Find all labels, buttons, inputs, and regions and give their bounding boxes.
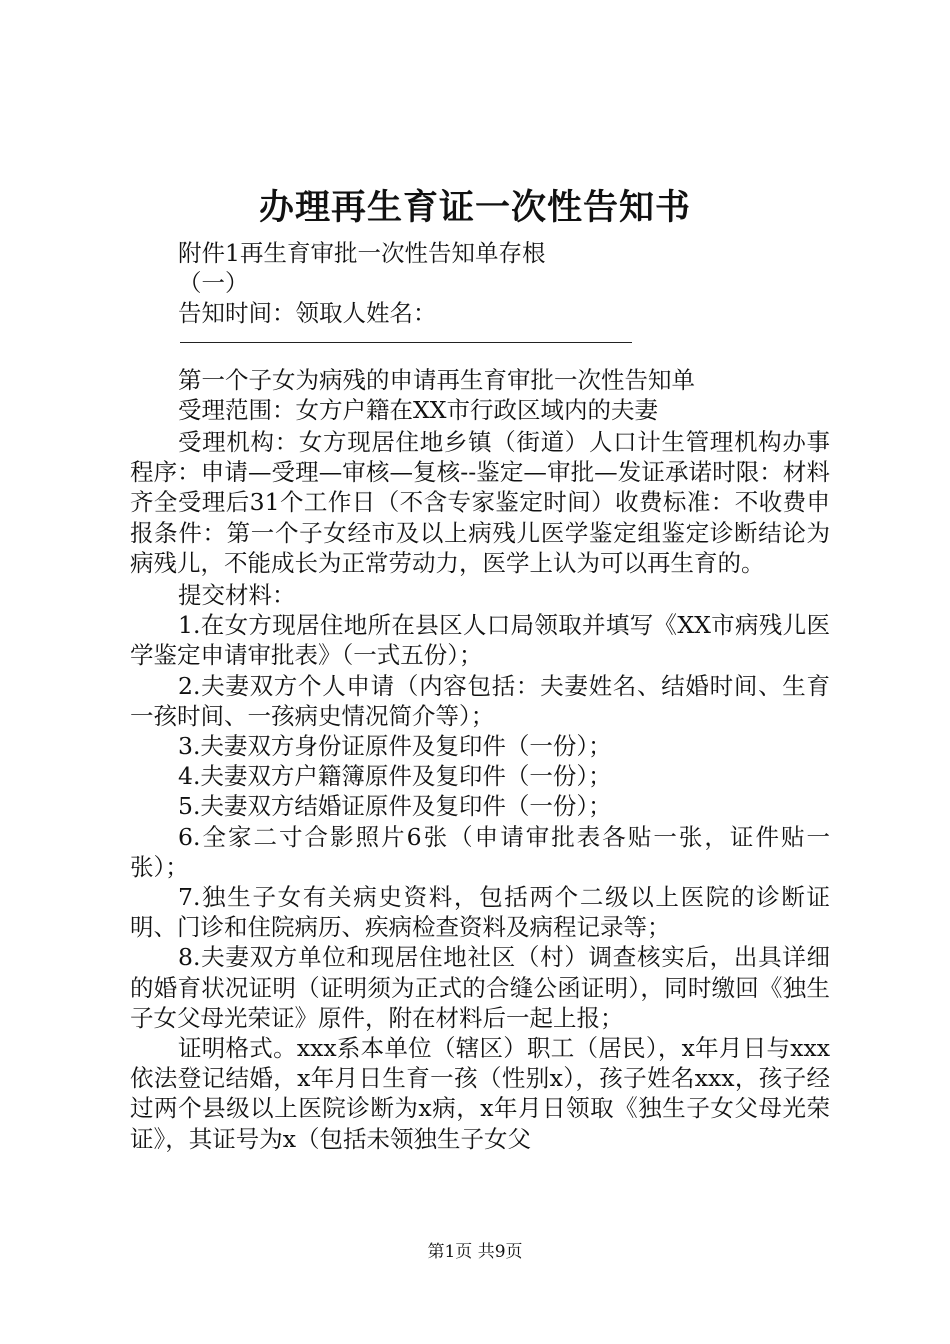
paragraph: 2.夫妻双方个人申请（内容包括：夫妻姓名、结婚时间、生育一孩时间、一孩病史情况简介等）； (130, 671, 830, 730)
paragraph: 提交材料： (178, 580, 296, 609)
paragraph: 1.在女方现居住地所在县区人口局领取并填写《XX市病残儿医学鉴定申请审批表》（一式五份）； (130, 611, 830, 670)
notice-line: 告知时间：领取人姓名： (178, 299, 437, 328)
paragraph: 受理机构：女方现居住地乡镇（街道）人口计生管理机构办事程序：申请—受理—审核—复核--鉴定—审批—发证承诺时限：材料齐全受理后31个工作日（不含专家鉴定时间）收费标准：不收费申报条件：第一个子女经市及以上病残儿医学鉴定组鉴定诊断结论为病残儿，不能成长为正常劳动力，医学上认为可以再生育的。 (130, 427, 830, 577)
attachment-line: 附件1再生育审批一次性告知单存根 (178, 239, 546, 267)
document-body (130, 238, 830, 1154)
paragraph: 3.夫妻双方身份证原件及复印件（一份）； (178, 731, 612, 760)
section-number: （一） (178, 269, 249, 298)
paragraph: 8.夫妻双方单位和现居住地社区（村）调查核实后，出具详细的婚育状况证明（证明须为正式的合缝公函证明），同时缴回《独生子女父母光荣证》原件，附在材料后一起上报； (130, 943, 830, 1032)
paragraph: 证明格式。xxx系本单位（辖区）职工（居民），x年月日与xxx依法登记结婚，x年月日生育一孩（性别x），孩子姓名xxx，孩子经过两个县级以上医院诊断为x病，x年月日领取《独生子女父母光荣证》，其证号为x（包括未领独生子女父 (130, 1033, 830, 1153)
document-title: 办理再生育证一次性告知书 (258, 187, 691, 228)
signature-rule (180, 342, 632, 343)
paragraph: 5.夫妻双方结婚证原件及复印件（一份）； (178, 792, 612, 821)
rule-spacer (130, 329, 830, 365)
page-footer: 第1页 共9页 (427, 1242, 523, 1262)
paragraph: 7.独生子女有关病史资料，包括两个二级以上医院的诊断证明、门诊和住院病历、疾病检查资料及病程记录等； (130, 882, 830, 942)
paragraph: 第一个子女为病残的申请再生育审批一次性告知单 (178, 365, 695, 394)
paragraph: 受理范围：女方户籍在XX市行政区域内的夫妻 (178, 395, 658, 424)
paragraph: 4.夫妻双方户籍簿原件及复印件（一份）； (178, 762, 612, 791)
paragraph: 6.全家二寸合影照片6张（申请审批表各贴一张，证件贴一张）； (130, 822, 830, 881)
